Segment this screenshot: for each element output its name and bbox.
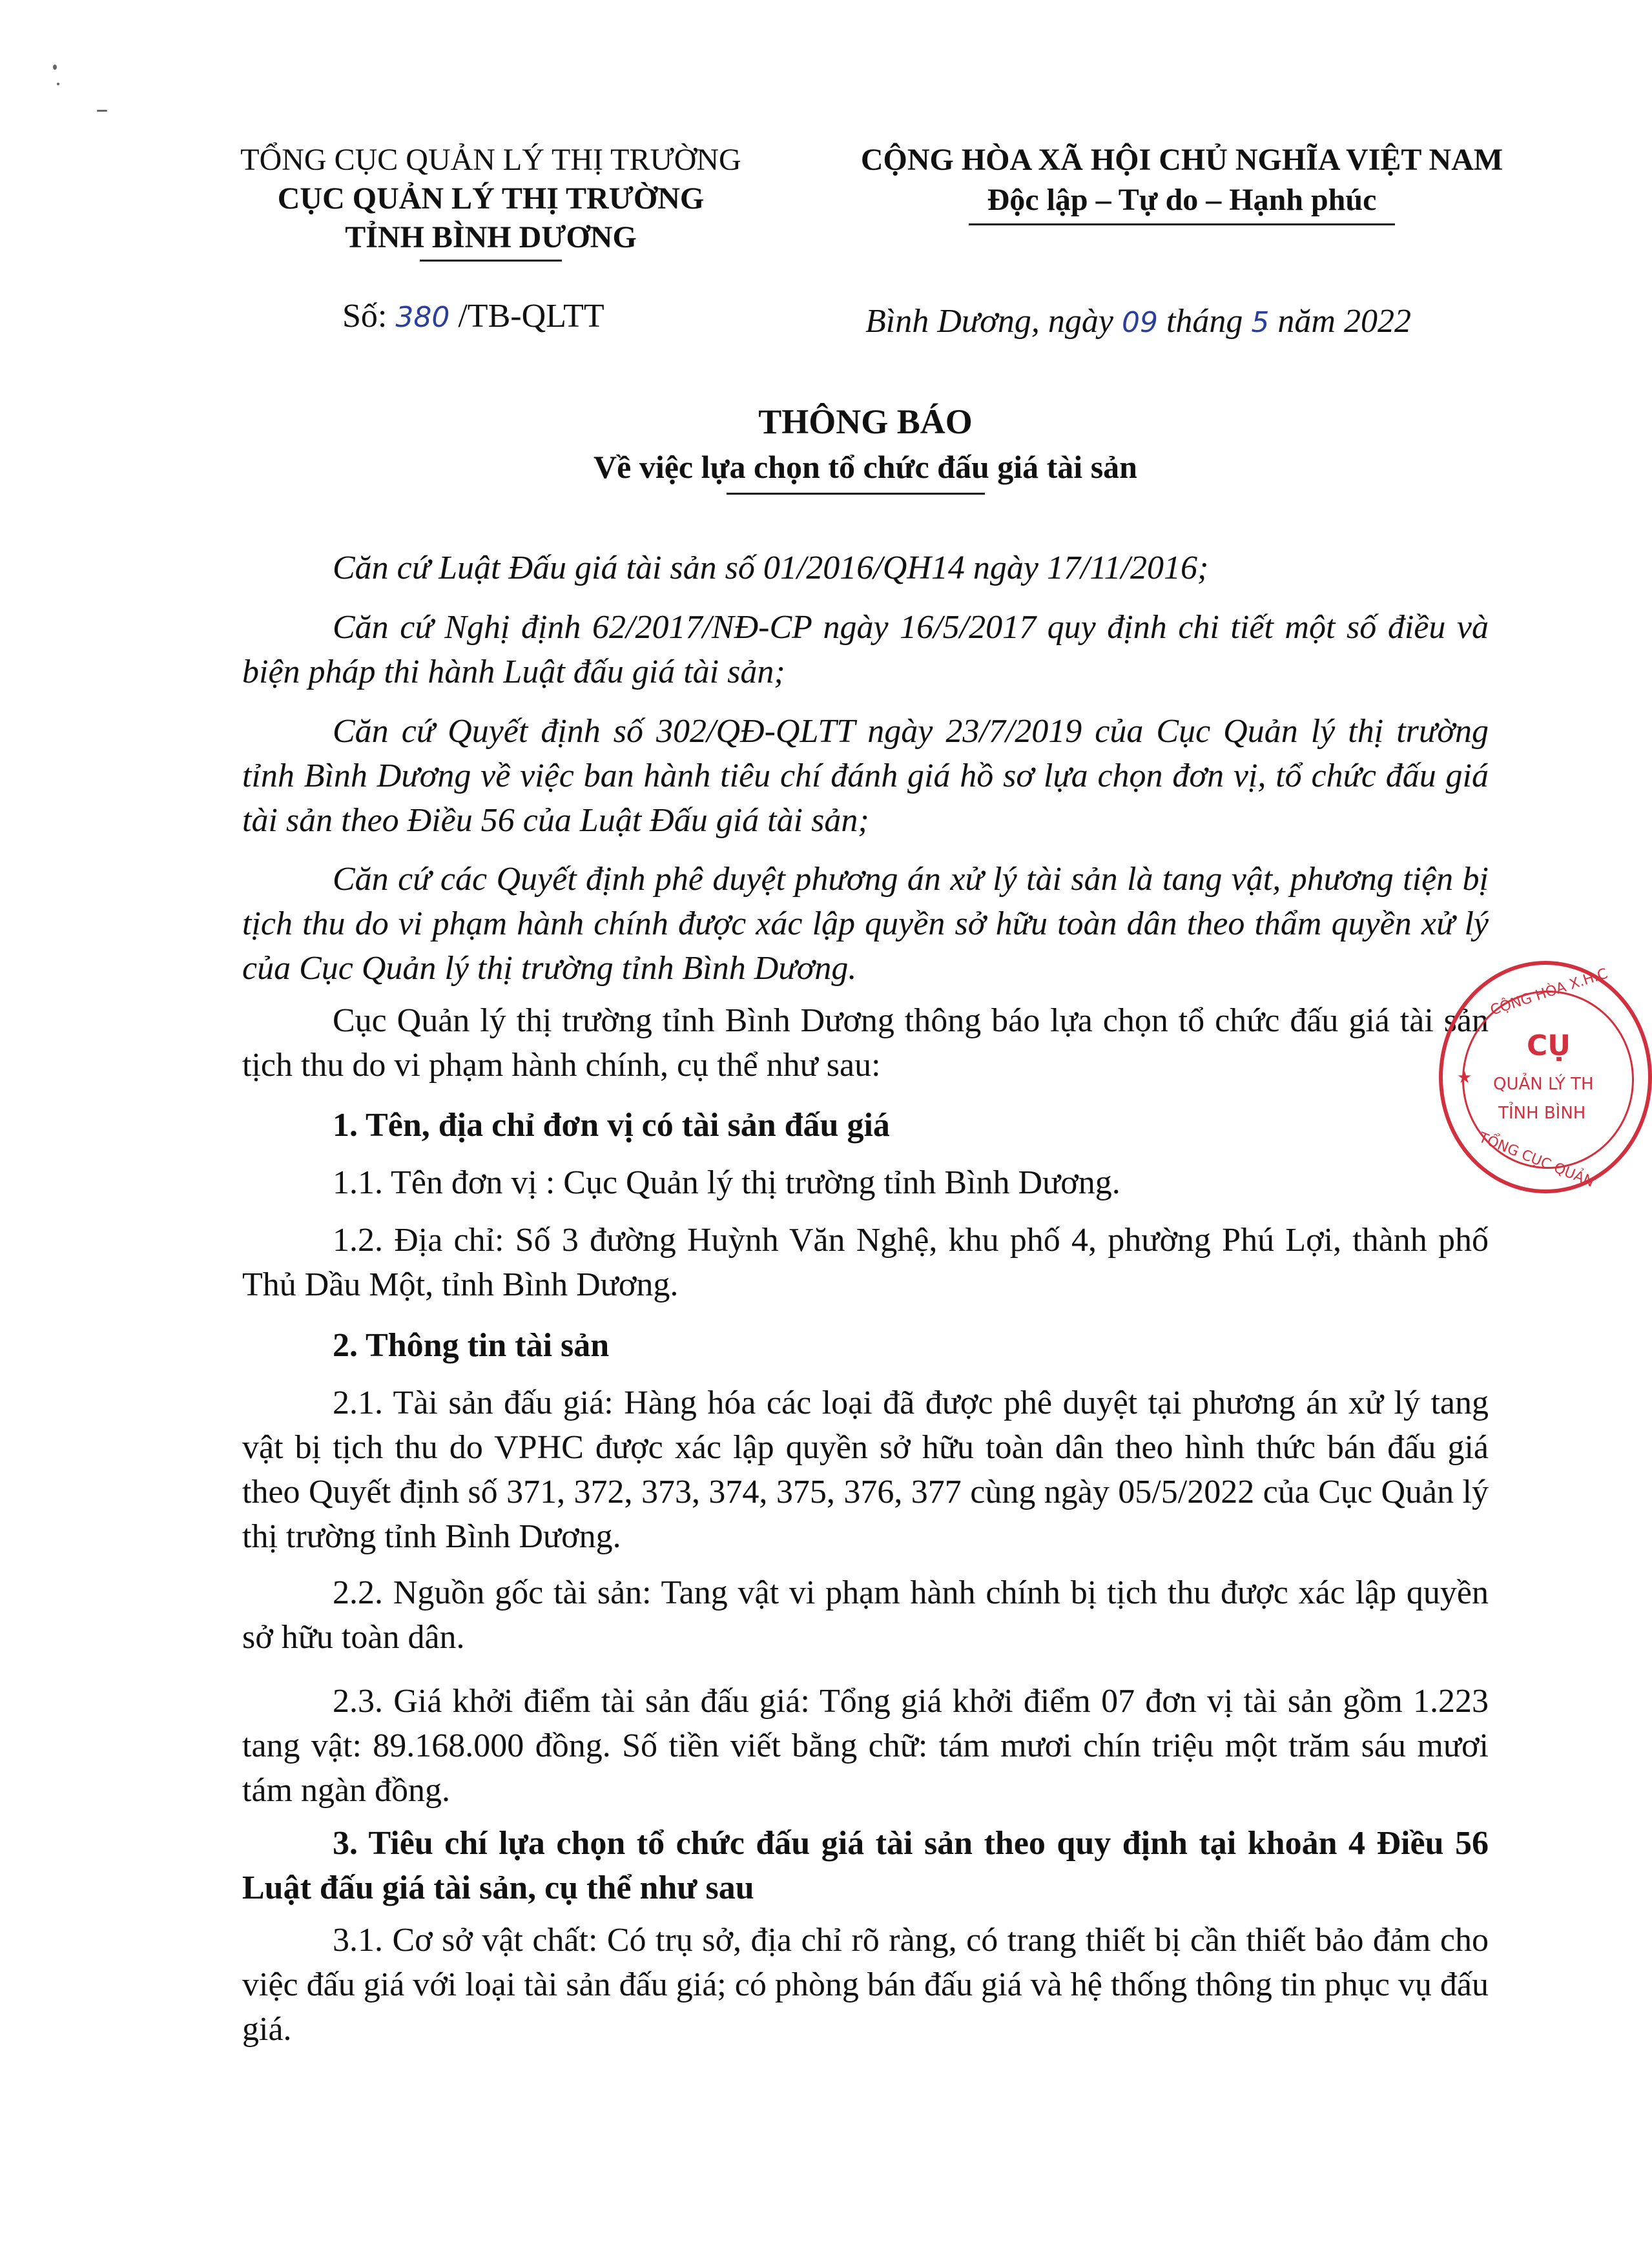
intro-paragraph: Cục Quản lý thị trường tỉnh Bình Dương thông báo lựa chọn tổ chức đấu giá tài sản tịch thu do vi phạm hành chính, cụ thể như sau: [242, 1002, 1489, 1084]
official-seal [1439, 961, 1652, 1193]
legal-basis-1: Căn cứ Luật Đấu giá tài sản số 01/2016/QH14 ngày 17/11/2016; [333, 550, 1209, 586]
section-3-1: 3.1. Cơ sở vật chất: Có trụ sở, địa chỉ rõ ràng, có trang thiết bị cần thiết bảo đảm cho việc đấu giá với loại tài sản đấu giá; có phòng bán đấu giá và hệ thống thông tin phục vụ đấu giá. [242, 1922, 1489, 2048]
left-header-rule [420, 260, 562, 262]
section-2-heading: 2. Thông tin tài sản [333, 1327, 610, 1364]
doc-number-handwritten: 380 [395, 301, 450, 334]
doc-number-suffix: /TB-QLTT [458, 298, 604, 335]
section-3-heading: 3. Tiêu chí lựa chọn tổ chức đấu giá tài sản theo quy định tại khoản 4 Điều 56 Luật đấu giá tài sản, cụ thể như sau [242, 1825, 1489, 1906]
section-1-1: 1.1. Tên đơn vị : Cục Quản lý thị trường tỉnh Bình Dương. [333, 1164, 1120, 1201]
right-header-rule [969, 223, 1395, 225]
date-year: năm 2022 [1277, 303, 1411, 340]
date-day-handwritten: 09 [1121, 306, 1158, 339]
legal-basis-2: Căn cứ Nghị định 62/2017/NĐ-CP ngày 16/5/2017 quy định chi tiết một số điều và biện pháp thi hành Luật đấu giá tài sản; [242, 609, 1489, 690]
date-month-handwritten: 5 [1251, 306, 1270, 339]
legal-basis-4: Căn cứ các Quyết định phê duyệt phương án xử lý tài sản là tang vật, phương tiện bị tịch thu do vi phạm hành chính được xác lập quyền sở hữu toàn dân theo thẩm quyền xử lý của Cục Quản lý thị trường tỉnh Bình Dương. [242, 861, 1489, 987]
section-2-2: 2.2. Nguồn gốc tài sản: Tang vật vi phạm hành chính bị tịch thu được xác lập quyền sở hữu toàn dân. [242, 1574, 1489, 1656]
seal-line-3: TỈNH BÌNH [1498, 1104, 1586, 1123]
document-subtitle: Về việc lựa chọn tổ chức đấu giá tài sản [594, 449, 1137, 485]
section-2-3: 2.3. Giá khởi điểm tài sản đấu giá: Tổng giá khởi điểm 07 đơn vị tài sản gồm 1.223 tang vật: 89.168.000 đồng. Số tiền viết bằng chữ: tám mươi chín triệu một trăm sáu mươi tám ngàn đồng. [242, 1683, 1489, 1809]
agency-name: CỤC QUẢN LÝ THỊ TRƯỜNG [277, 181, 705, 216]
seal-ring-text: CỘNG HÒA X.H.C [1488, 965, 1610, 1019]
seal-star-icon: ★ [1457, 1068, 1472, 1087]
agency-province: TỈNH BÌNH DƯƠNG [345, 220, 637, 254]
title-rule [727, 493, 985, 495]
section-1-2: 1.2. Địa chỉ: Số 3 đường Huỳnh Văn Nghệ, khu phố 4, phường Phú Lợi, thành phố Thủ Dầu Một, tỉnh Bình Dương. [242, 1222, 1489, 1303]
section-2-1: 2.1. Tài sản đấu giá: Hàng hóa các loại đã được phê duyệt tại phương án xử lý tang vật bị tịch thu do VPHC được xác lập quyền sở hữu toàn dân theo hình thức bán đấu giá theo Quyết định số 371, 372, 373, 374, 375, 376, 377 cùng ngày 05/5/2022 của Cục Quản lý thị trường tỉnh Bình Dương. [242, 1385, 1489, 1555]
seal-line-2: QUẢN LÝ TH [1493, 1075, 1594, 1094]
doc-number-prefix: Số: [342, 298, 387, 335]
document-title: THÔNG BÁO [758, 402, 973, 441]
section-1-heading: 1. Tên, địa chỉ đơn vị có tài sản đấu giá [333, 1107, 890, 1144]
doc-number [342, 297, 604, 337]
date-month-label: tháng [1166, 303, 1243, 340]
legal-basis-3: Căn cứ Quyết định số 302/QĐ-QLTT ngày 23/7/2019 của Cục Quản lý thị trường tỉnh Bình Dương về việc ban hành tiêu chí đánh giá hồ sơ lựa chọn đơn vị, tổ chức đấu giá tài sản theo Điều 56 của Luật Đấu giá tài sản; [242, 713, 1489, 839]
date-line [865, 302, 1411, 342]
country-name: CỘNG HÒA XÃ HỘI CHỦ NGHĨA VIỆT NAM [860, 143, 1503, 177]
seal-line-1: CỤ [1527, 1029, 1571, 1062]
seal-bottom-text: TỔNG CỤC QUẢN [1476, 1129, 1596, 1191]
agency-parent: TỔNG CỤC QUẢN LÝ THỊ TRƯỜNG [240, 143, 741, 177]
scan-speck [97, 110, 107, 112]
motto: Độc lập – Tự do – Hạnh phúc [987, 183, 1377, 217]
date-place: Bình Dương, ngày [865, 303, 1113, 340]
scan-speck [53, 65, 57, 70]
scan-speck [57, 83, 59, 85]
